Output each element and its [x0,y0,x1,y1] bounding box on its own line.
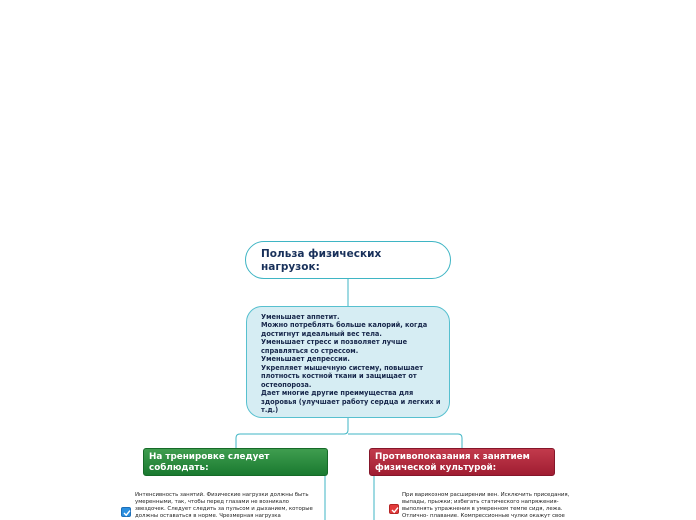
contraindications-title: Противопоказания к занятием физической культурой: [375,452,530,473]
benefits-node[interactable] [246,306,450,418]
contraindications-note: При варикозном расширении вен. Исключить приседания, выпады, прыжки; избегать статического напряжения- выполнять упражнения в умеренном темпе сидя, лежа. Отлично- плавание. Компрессионные чулки окажут свое [402,492,570,519]
training-note: Интенсивность занятий. Физические нагрузки должны быть умеренными, так, чтобы перед глазами не возникало звездочек. Следует следить за пульсом и дыханием, которые должны оставаться в норме. Чрезмерная нагрузка [135,492,313,519]
training-rules-title: На тренировке следует соблюдать: [149,452,270,473]
root-topic-node[interactable] [245,241,451,279]
checkbox-checked-red-icon[interactable] [389,504,399,514]
benefits-text: Уменьшает аппетит. Можно потреблять больше калорий, когда достигнут идеальный вес тела. Уменьшает стресс и позволяет лучше справляться со стрессом. Уменьшает депрессии. Укрепляет мышечную систему, повышает плотность костной ткани и защищает от остеопороза. Дает многие другие преимущества для здоровья (улучшает работу сердца и легких и т.д.) [261,313,441,414]
contraindications-node[interactable] [369,448,555,476]
checkbox-checked-blue-icon[interactable] [121,507,131,517]
training-rules-node[interactable] [143,448,328,476]
connector-benefits-to-branches [236,418,462,448]
root-topic-title: Польза физических нагрузок: [261,248,382,273]
